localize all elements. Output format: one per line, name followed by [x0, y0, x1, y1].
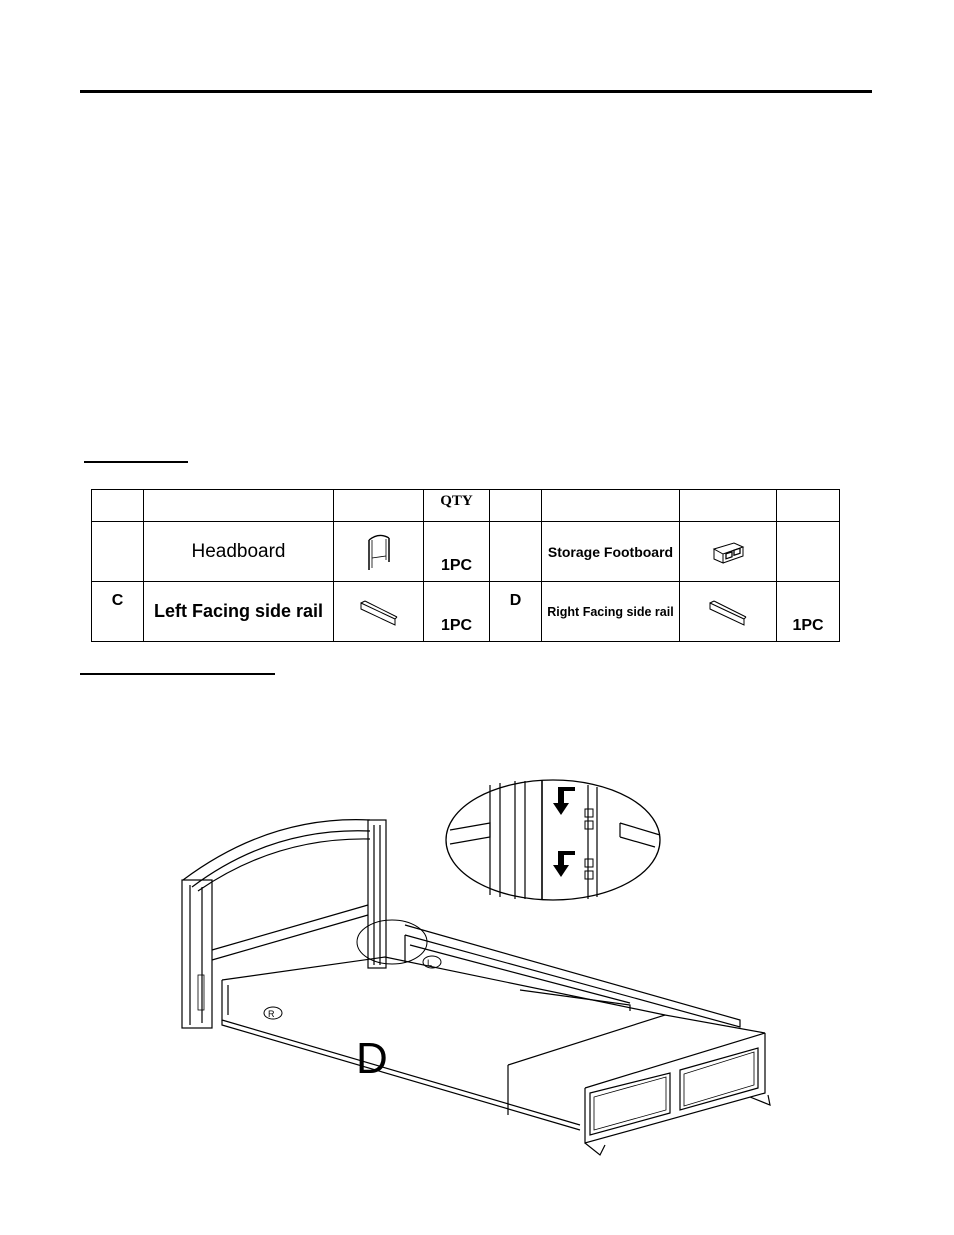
storage-footboard-icon [710, 539, 746, 565]
part-name-storage-footboard: Storage Footboard [542, 522, 680, 582]
part-letter [92, 522, 144, 582]
table-row [92, 582, 840, 642]
parts-table-header [92, 490, 840, 522]
part-qty: 1PC [424, 522, 490, 582]
part-letter: C [92, 582, 144, 642]
left-marker: L [427, 958, 433, 968]
side-rail-icon [359, 595, 399, 629]
connector-detail-zoom [446, 780, 660, 900]
part-name-right-side-rail: Right Facing side rail [542, 582, 680, 642]
left-side-rail [405, 925, 740, 1027]
part-qty: 1PC [777, 582, 840, 642]
top-rule [80, 90, 872, 93]
part-name-left-side-rail: Left Facing side rail [144, 582, 334, 642]
part-letter: D [490, 582, 542, 642]
steps-heading-underline [80, 673, 275, 675]
parts-heading-underline [84, 461, 188, 463]
right-side-rail [222, 957, 665, 1130]
headboard-icon [366, 532, 392, 572]
part-name-headboard: Headboard [144, 522, 334, 582]
table-row [92, 522, 840, 582]
arrow-down-icon [553, 787, 575, 877]
bed-assembly-illustration [160, 775, 780, 1160]
side-rail-icon [708, 595, 748, 629]
headboard [182, 820, 386, 1028]
part-qty: 1PC [424, 582, 490, 642]
right-marker: R [268, 1009, 275, 1019]
rail-label: D [356, 1034, 388, 1083]
part-qty [777, 522, 840, 582]
part-letter [490, 522, 542, 582]
parts-table [91, 489, 840, 642]
qty-header: QTY [424, 490, 490, 522]
storage-footboard [508, 1015, 770, 1155]
